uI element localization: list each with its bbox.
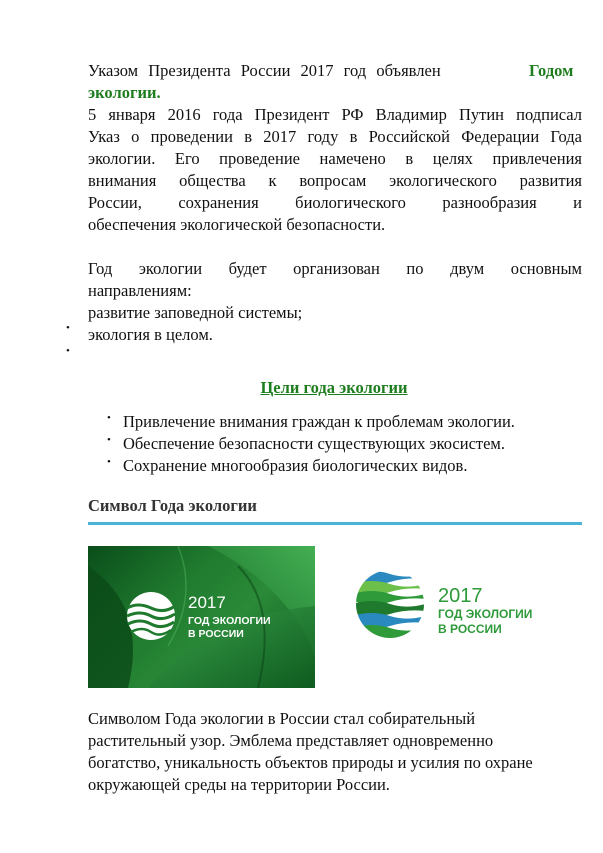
logo-line1-color: ГОД ЭКОЛОГИИ xyxy=(438,607,533,621)
directions-line: направлениям: xyxy=(88,281,192,300)
symbol-line: богатство, уникальность объектов природы и усилия по охране xyxy=(88,753,533,772)
bullet-icon: • xyxy=(107,456,111,468)
directions-line: Год экологии будет организован по двум основным xyxy=(88,259,582,278)
logo-line2-color: В РОССИИ xyxy=(438,622,502,636)
logo-color xyxy=(352,560,552,650)
decree-line: 5 января 2016 года Президент РФ Владимир Путин подписал xyxy=(88,105,582,124)
symbol-line: Символом Года экологии в России стал собирательный xyxy=(88,709,476,728)
logo-year-white: 2017 xyxy=(188,593,226,612)
symbol-line: растительный узор. Эмблема представляет одновременно xyxy=(88,731,494,750)
leaves-background xyxy=(88,546,315,688)
decree-line: Указ о проведении в 2017 году в Российской Федерации Года xyxy=(88,127,582,146)
bullet-icon: • xyxy=(107,412,111,424)
logo-line2-white: В РОССИИ xyxy=(188,628,244,640)
intro-line xyxy=(88,60,582,82)
heading-rule xyxy=(88,522,582,525)
list-item: экология в целом. xyxy=(88,325,213,344)
intro-green-line2 xyxy=(88,82,161,104)
decree-line: внимания общества к вопросам экологического развития xyxy=(88,171,582,190)
goals-heading: Цели года экологии xyxy=(260,378,408,397)
intro-green-year xyxy=(529,60,573,82)
bullet-icon: • xyxy=(66,345,70,357)
list-item: развитие заповедной системы; xyxy=(88,303,303,322)
list-item: Обеспечение безопасности существующих экосистем. xyxy=(123,434,505,453)
bullet-icon: • xyxy=(107,434,111,446)
emblem-white-icon xyxy=(127,592,175,640)
intro-green-word: Годом xyxy=(529,61,574,80)
list-item: Сохранение многообразия биологических видов. xyxy=(123,456,468,475)
logo-photo xyxy=(88,546,315,688)
bullet-icon: • xyxy=(66,322,70,334)
intro-green-word2: экологии. xyxy=(88,83,161,102)
decree-line: России, сохранения биологического разнообразия и xyxy=(88,193,582,212)
emblem-color-icon xyxy=(352,560,432,650)
list-item: Привлечение внимания граждан к проблемам экологии. xyxy=(123,412,515,431)
decree-line: обеспечения экологической безопасности. xyxy=(88,215,386,234)
symbol-line: окружающей среды на территории России. xyxy=(88,775,390,794)
symbol-heading: Символ Года экологии xyxy=(88,496,257,515)
intro-text: Указом Президента России 2017 год объявлен xyxy=(88,61,441,80)
logo-emblem-color xyxy=(352,560,552,650)
logo-year-color: 2017 xyxy=(438,585,483,607)
decree-line: экологии. Его проведение намечено в целях привлечения xyxy=(88,149,582,168)
logo-line1-white: ГОД ЭКОЛОГИИ xyxy=(188,615,271,627)
